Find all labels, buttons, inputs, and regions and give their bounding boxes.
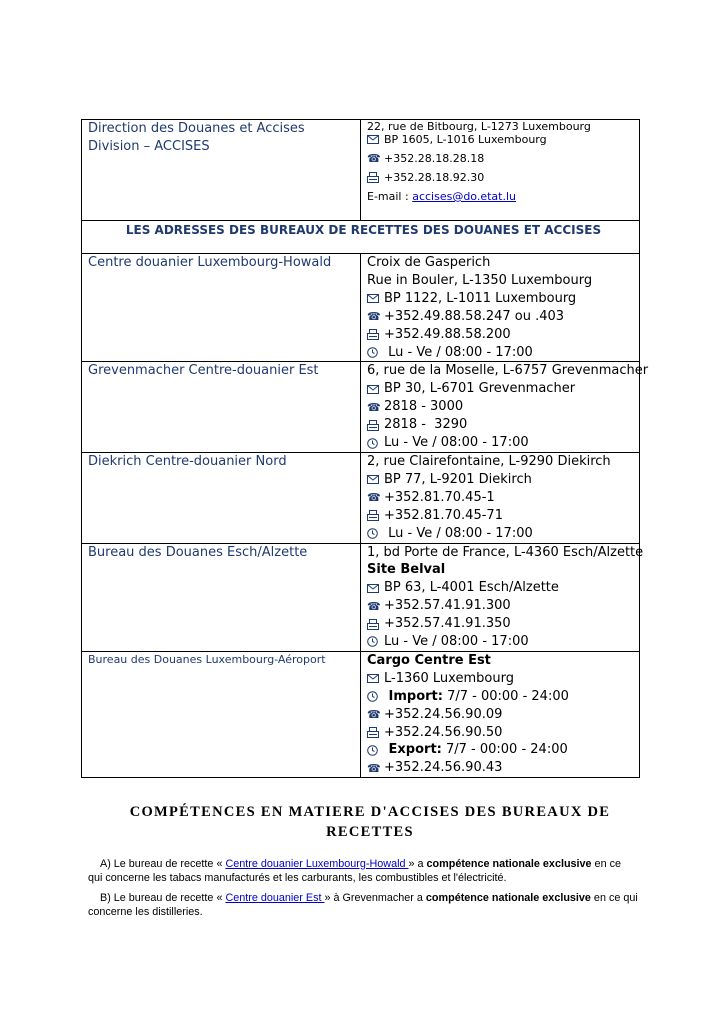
- office-line-text: Lu - Ve / 08:00 - 17:00: [384, 634, 529, 650]
- phone-icon: ☎: [367, 491, 381, 505]
- office-line: [367, 308, 639, 326]
- office-line-bold: Import:: [384, 688, 443, 704]
- office-name-cell: [82, 452, 361, 543]
- est-link[interactable]: Centre douanier Est: [225, 892, 325, 904]
- office-line: [367, 579, 639, 597]
- office-line: [367, 272, 639, 290]
- office-line-text: L-1360 Luxembourg: [384, 670, 514, 686]
- office-line: [367, 741, 639, 759]
- para-b-suffix: en ce qui concerne les distilleries.: [88, 892, 638, 918]
- office-row: [82, 362, 640, 453]
- fax-icon: [367, 619, 380, 630]
- office-line: [367, 416, 639, 434]
- clock-icon: [367, 745, 380, 756]
- mail-icon: [367, 385, 380, 394]
- para-a-suffix: en ce qui concerne les tabacs manufacturés et les carburants, les combustibles et l'électricité.: [88, 858, 621, 884]
- competences-title-line2: RECETTES: [326, 824, 414, 840]
- office-line: [367, 544, 644, 562]
- direction-contact: [367, 120, 639, 203]
- office-line-text: 1, bd Porte de France, L-4360 Esch/Alzette: [367, 544, 644, 560]
- mail-icon: [367, 674, 380, 683]
- phone-icon: ☎: [367, 310, 381, 324]
- office-line-text: +352.24.56.90.50: [384, 724, 503, 740]
- direction-email-row: [367, 190, 639, 203]
- para-a-prefix: A) Le bureau de recette «: [100, 858, 226, 870]
- office-name-cell: [82, 543, 361, 651]
- office-line-text: +352.24.56.90.43: [384, 760, 503, 776]
- clock-icon: [367, 528, 380, 539]
- direction-phone: +352.28.18.28.18: [384, 152, 485, 165]
- office-line: [367, 344, 639, 362]
- email-link[interactable]: accises@do.etat.lu: [412, 190, 516, 203]
- division-title: Division – ACCISES: [88, 139, 210, 154]
- office-name: Bureau des Douanes Esch/Alzette: [88, 544, 308, 560]
- clock-icon: [367, 438, 380, 449]
- mail-icon: [367, 584, 380, 593]
- office-line-text: +352.49.88.58.200: [384, 326, 511, 342]
- office-line-text: +352.57.41.91.350: [384, 616, 511, 632]
- fax-icon: [367, 510, 380, 521]
- office-line-text: 2818 - 3290: [384, 417, 468, 433]
- office-line-text: BP 63, L-4001 Esch/Alzette: [384, 580, 559, 596]
- mail-icon: [367, 294, 380, 303]
- office-line: [367, 398, 639, 416]
- office-line-text: 7/7 - 00:00 - 24:00: [442, 688, 569, 704]
- direction-name-cell: [82, 120, 361, 221]
- office-name: Grevenmacher Centre-douanier Est: [88, 363, 319, 379]
- office-line-text: +352.81.70.45-1: [384, 489, 495, 505]
- office-address-cell: [361, 452, 640, 543]
- office-line: [367, 525, 639, 543]
- office-row: [82, 651, 640, 777]
- office-line-text: 7/7 - 00:00 - 24:00: [441, 742, 568, 758]
- offices-list: [82, 254, 649, 778]
- office-name-cell: [82, 254, 361, 362]
- direction-address-cell: [361, 120, 640, 221]
- office-line: [367, 652, 639, 670]
- para-b-bold: compétence nationale exclusive: [425, 892, 591, 904]
- competences-title-line1: COMPÉTENCES EN MATIERE D'ACCISES DES BUREAUX DE: [129, 804, 611, 820]
- direction-bp: BP 1605, L-1016 Luxembourg: [384, 133, 547, 146]
- office-line-text: +352.57.41.91.300: [384, 598, 511, 614]
- phone-icon: ☎: [367, 599, 381, 613]
- office-row: [82, 543, 640, 651]
- office-address-cell: [361, 362, 649, 453]
- office-line: [367, 380, 639, 398]
- office-line: [367, 434, 639, 452]
- office-line: [367, 326, 639, 344]
- office-name: Centre douanier Luxembourg-Howald: [88, 255, 332, 270]
- office-line-text: Lu - Ve / 08:00 - 17:00: [384, 344, 533, 360]
- office-line: [367, 633, 639, 651]
- fax-icon: [367, 727, 380, 738]
- clock-icon: [367, 691, 380, 702]
- office-line-bold: Export:: [384, 742, 442, 758]
- office-address-cell: [361, 651, 640, 777]
- office-line: [367, 724, 639, 742]
- office-line-text: 2, rue Clairefontaine, L-9290 Diekirch: [367, 453, 611, 469]
- clock-icon: [367, 347, 380, 358]
- office-line-text: Lu - Ve / 08:00 - 17:00: [384, 525, 533, 541]
- office-line: [367, 362, 649, 380]
- office-line: [367, 507, 639, 525]
- direction-row: [82, 120, 640, 221]
- office-line-text: BP 1122, L-1011 Luxembourg: [384, 290, 577, 306]
- office-line: [367, 706, 639, 724]
- paragraph-b: [88, 891, 638, 919]
- office-line: [367, 561, 639, 579]
- office-line: [367, 615, 639, 633]
- paragraph-a: [88, 857, 638, 885]
- office-line-text: BP 30, L-6701 Grevenmacher: [384, 381, 576, 397]
- office-line-text: +352.49.88.58.247 ou .403: [384, 308, 565, 324]
- office-line: [367, 670, 639, 688]
- office-line-bold: Cargo Centre Est: [367, 652, 491, 668]
- office-line: [367, 597, 639, 615]
- direction-bp-row: [367, 133, 639, 146]
- direction-fax-row: [367, 171, 639, 184]
- office-line-text: +352.81.70.45-71: [384, 507, 503, 523]
- clock-icon: [367, 636, 380, 647]
- office-line: [367, 290, 639, 308]
- mail-icon: [367, 475, 380, 484]
- office-address-cell: [361, 254, 640, 362]
- direction-address: 22, rue de Bitbourg, L-1273 Luxembourg: [367, 120, 591, 133]
- office-line: [367, 254, 639, 272]
- fax-icon: [367, 329, 380, 340]
- para-b-middle: » à Grevenmacher a: [324, 892, 426, 904]
- para-a-bold: compétence nationale exclusive: [426, 858, 592, 870]
- office-address-cell: [361, 543, 644, 651]
- office-line-text: Croix de Gasperich: [367, 255, 491, 270]
- fax-icon: [367, 172, 380, 183]
- office-line: [367, 489, 639, 507]
- office-row: [82, 254, 640, 362]
- direction-phone-row: [367, 152, 639, 165]
- office-line: [367, 453, 639, 471]
- phone-icon: ☎: [367, 761, 381, 775]
- direction-title: Direction des Douanes et Accises: [88, 121, 305, 136]
- direction-fax: +352.28.18.92.30: [384, 171, 485, 184]
- office-line-bold: Site Belval: [367, 562, 446, 578]
- email-label: E-mail :: [367, 190, 409, 203]
- customs-offices-table: [81, 119, 649, 778]
- office-line-text: +352.24.56.90.09: [384, 706, 503, 722]
- section-header-cell: [82, 221, 640, 254]
- office-name: Bureau des Douanes Luxembourg-Aéroport: [88, 652, 326, 666]
- section-header-row: [82, 221, 640, 254]
- office-row: [82, 452, 640, 543]
- phone-icon: ☎: [367, 152, 381, 165]
- phone-icon: ☎: [367, 400, 381, 414]
- mail-icon: [367, 135, 380, 144]
- office-name-cell: [82, 651, 361, 777]
- office-line-text: Rue in Bouler, L-1350 Luxembourg: [367, 272, 593, 288]
- office-line: [367, 471, 639, 489]
- office-line-text: 2818 - 3000: [384, 399, 464, 415]
- office-line-text: Lu - Ve / 08:00 - 17:00: [384, 435, 529, 451]
- competences-title: [100, 802, 640, 842]
- para-b-prefix: B) Le bureau de recette «: [100, 892, 226, 904]
- fax-icon: [367, 420, 380, 431]
- howald-link[interactable]: Centre douanier Luxembourg-Howald: [225, 858, 409, 870]
- office-name: Diekrich Centre-douanier Nord: [88, 453, 287, 469]
- office-line: [367, 688, 639, 706]
- office-name-cell: [82, 362, 361, 453]
- para-a-middle: » a: [408, 858, 427, 870]
- phone-icon: ☎: [367, 708, 381, 722]
- section-header: LES ADRESSES DES BUREAUX DE RECETTES DES DOUANES ET ACCISES: [125, 223, 602, 237]
- office-line-text: BP 77, L-9201 Diekirch: [384, 471, 532, 487]
- office-line: [367, 759, 639, 777]
- office-line-text: 6, rue de la Moselle, L-6757 Grevenmacher: [367, 363, 649, 379]
